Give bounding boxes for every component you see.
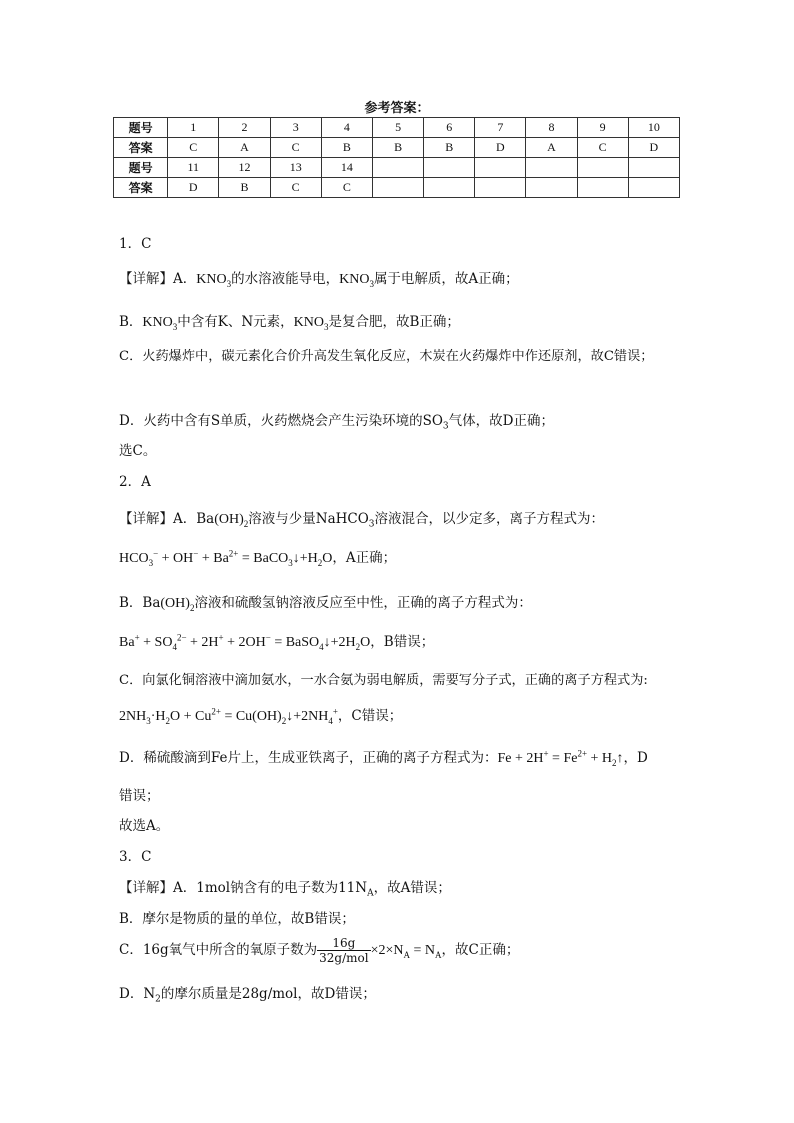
table-cell: C (321, 178, 372, 198)
formula (196, 272, 231, 287)
table-head-cell: 题号 (114, 158, 168, 178)
text: D．火药中含有S单质，火药燃烧会产生污染环境的SO (119, 413, 443, 429)
q1-choose: 选C。 (119, 443, 157, 459)
fraction-numerator: 16g (317, 936, 370, 951)
page-title: 参考答案： (364, 101, 430, 116)
table-cell (628, 178, 679, 198)
text: 3 (226, 278, 232, 289)
text: A．1mol钠含有的电子数为11N (173, 880, 368, 896)
q3-option-d: D．$N_2$的摩尔质量是28g/mol，故D错误； (119, 986, 376, 1005)
text: A (403, 949, 410, 960)
table-cell: 3 (270, 118, 321, 138)
text: 气体，故D正确； (448, 413, 554, 429)
table-cell: 6 (424, 118, 475, 138)
table-cell: 7 (475, 118, 526, 138)
q2-answer: 2．A (119, 474, 151, 490)
text: 是复合肥，故B正确； (328, 314, 460, 330)
table-cell (424, 178, 475, 198)
table-cell: B (373, 138, 424, 158)
table-cell: 14 (321, 158, 372, 178)
text: KNO (142, 315, 173, 330)
table-cell (475, 158, 526, 178)
text: 3 (172, 321, 178, 332)
table-cell (373, 158, 424, 178)
text: 的水溶液能导电， (231, 271, 340, 287)
table-cell: B (424, 138, 475, 158)
detail-tag: 【详解】 (119, 271, 173, 287)
q2-option-c: C．向氯化铜溶液中滴加氨水，一水合氨为弱电解质，需要写分子式，正确的离子方程式为: (119, 673, 648, 688)
text: A (435, 949, 442, 960)
text: KNO (196, 272, 227, 287)
text: 的摩尔质量是28g/mol，故D错误； (160, 986, 376, 1002)
table-cell (373, 178, 424, 198)
text: ，D (623, 750, 648, 766)
table-cell: C (270, 178, 321, 198)
table-cell: C (270, 138, 321, 158)
text: KNO (339, 272, 370, 287)
text: A (367, 888, 374, 899)
table-cell (475, 178, 526, 198)
text: ，故A错误； (373, 880, 451, 896)
equation: $Fe + 2H^+ = Fe^{2+}$ + $H_2↑$ (497, 748, 624, 768)
formula (142, 315, 177, 330)
table-cell: 4 (321, 118, 372, 138)
fraction (317, 936, 370, 965)
text: ×2×N (370, 943, 404, 958)
text: ，C错误； (337, 708, 403, 724)
q2-option-d-cont: 错误； (119, 788, 160, 804)
text: D．N (119, 986, 156, 1002)
text: 溶液混合，以少定多，离子方程式为： (374, 511, 605, 527)
detail-tag: 【详解】 (119, 880, 173, 896)
table-cell: 1 (168, 118, 219, 138)
table-cell: A (526, 138, 577, 158)
q2-choose: 故选A。 (119, 818, 170, 834)
text: A．Ba (173, 511, 215, 527)
text: B．Ba (119, 595, 161, 611)
table-cell: 9 (577, 118, 628, 138)
text: ，A正确； (332, 550, 397, 566)
q3-option-a (119, 876, 451, 899)
table-row (114, 118, 680, 138)
text: 3 (368, 519, 375, 530)
q1-option-c: C．火药爆炸中，碳元素化合价升高发生氧化反应，木炭在火药爆炸中作还原剂，故C错误； (119, 349, 654, 364)
equation: $HCO_3^- + OH^- + Ba^{2+}$ = $BaCO_3↓+H_2O$ (119, 548, 333, 568)
text: = N (410, 943, 436, 958)
table-head-cell: 答案 (114, 138, 168, 158)
q1-option-b (119, 310, 460, 331)
q2-equation-b (119, 630, 434, 651)
text: 属于电解质，故A正确； (373, 271, 519, 287)
table-cell: D (475, 138, 526, 158)
equation: $2NH_3\cdot H_2O + Cu^{2+}$ = $Cu(OH)_2↓+2NH_4^+$ (119, 706, 338, 726)
table-cell (577, 178, 628, 198)
table-head-cell: 答案 (114, 178, 168, 198)
text: 3 (369, 278, 374, 289)
q2-option-b (119, 591, 532, 612)
table-cell (526, 158, 577, 178)
table-cell: 8 (526, 118, 577, 138)
table-cell: 10 (628, 118, 679, 138)
text: C．16g氧气中所含的氧原子数为 (119, 942, 318, 958)
table-cell (628, 158, 679, 178)
formula (294, 315, 329, 330)
detail-tag: 【详解】 (119, 511, 173, 527)
text: A． (173, 271, 197, 287)
q1-answer: 1．C (119, 236, 152, 252)
q2-option-a (119, 507, 604, 528)
text: ，故C正确； (441, 942, 520, 958)
table-cell: 5 (373, 118, 424, 138)
table-cell: C (168, 138, 219, 158)
q2-equation-c (119, 704, 402, 725)
table-row (114, 138, 680, 158)
q2-option-d (119, 746, 648, 767)
table-cell (526, 178, 577, 198)
text: 中含有K、N元素， (177, 314, 294, 330)
q3-option-c (119, 936, 519, 965)
q1-option-d (119, 409, 554, 432)
table-head-cell: 题号 (114, 118, 168, 138)
text: 溶液与少量NaHCO (248, 511, 369, 527)
table-cell: C (577, 138, 628, 158)
text: 3 (442, 421, 449, 432)
formula: $(OH)_2$ (160, 596, 195, 613)
equation: $Ba^+ + SO_4^{2-} + 2H^+ + 2OH^-$ = $BaSO_4↓+2H_2O$ (119, 632, 371, 652)
table-row (114, 158, 680, 178)
table-cell: 11 (168, 158, 219, 178)
table-cell: B (219, 178, 270, 198)
text: ，B错误； (370, 634, 435, 650)
q3-option-b: B．摩尔是物质的量的单位，故B错误； (119, 911, 355, 927)
table-row (114, 178, 680, 198)
table-cell (577, 158, 628, 178)
table-cell: A (219, 138, 270, 158)
table-cell: 12 (219, 158, 270, 178)
formula: $(OH)_2$ (214, 512, 249, 529)
text: 溶液和硫酸氢钠溶液反应至中性，正确的离子方程式为： (194, 595, 532, 611)
q1-option-a (119, 267, 519, 288)
formula (339, 272, 374, 287)
text: KNO (293, 315, 325, 330)
table-cell: B (321, 138, 372, 158)
equation (371, 943, 442, 958)
q3-answer: 3．C (119, 849, 152, 865)
table-cell: 13 (270, 158, 321, 178)
table-cell (424, 158, 475, 178)
text: D．稀硫酸滴到Fe片上，生成亚铁离子，正确的离子方程式为： (119, 750, 498, 766)
answer-table (113, 117, 680, 198)
q2-equation-a (119, 546, 396, 567)
table-cell: D (628, 138, 679, 158)
table-cell: D (168, 178, 219, 198)
fraction-denominator: 32g/mol (319, 951, 369, 965)
table-cell: 2 (219, 118, 270, 138)
text: B． (119, 314, 143, 330)
text: 3 (324, 321, 329, 332)
